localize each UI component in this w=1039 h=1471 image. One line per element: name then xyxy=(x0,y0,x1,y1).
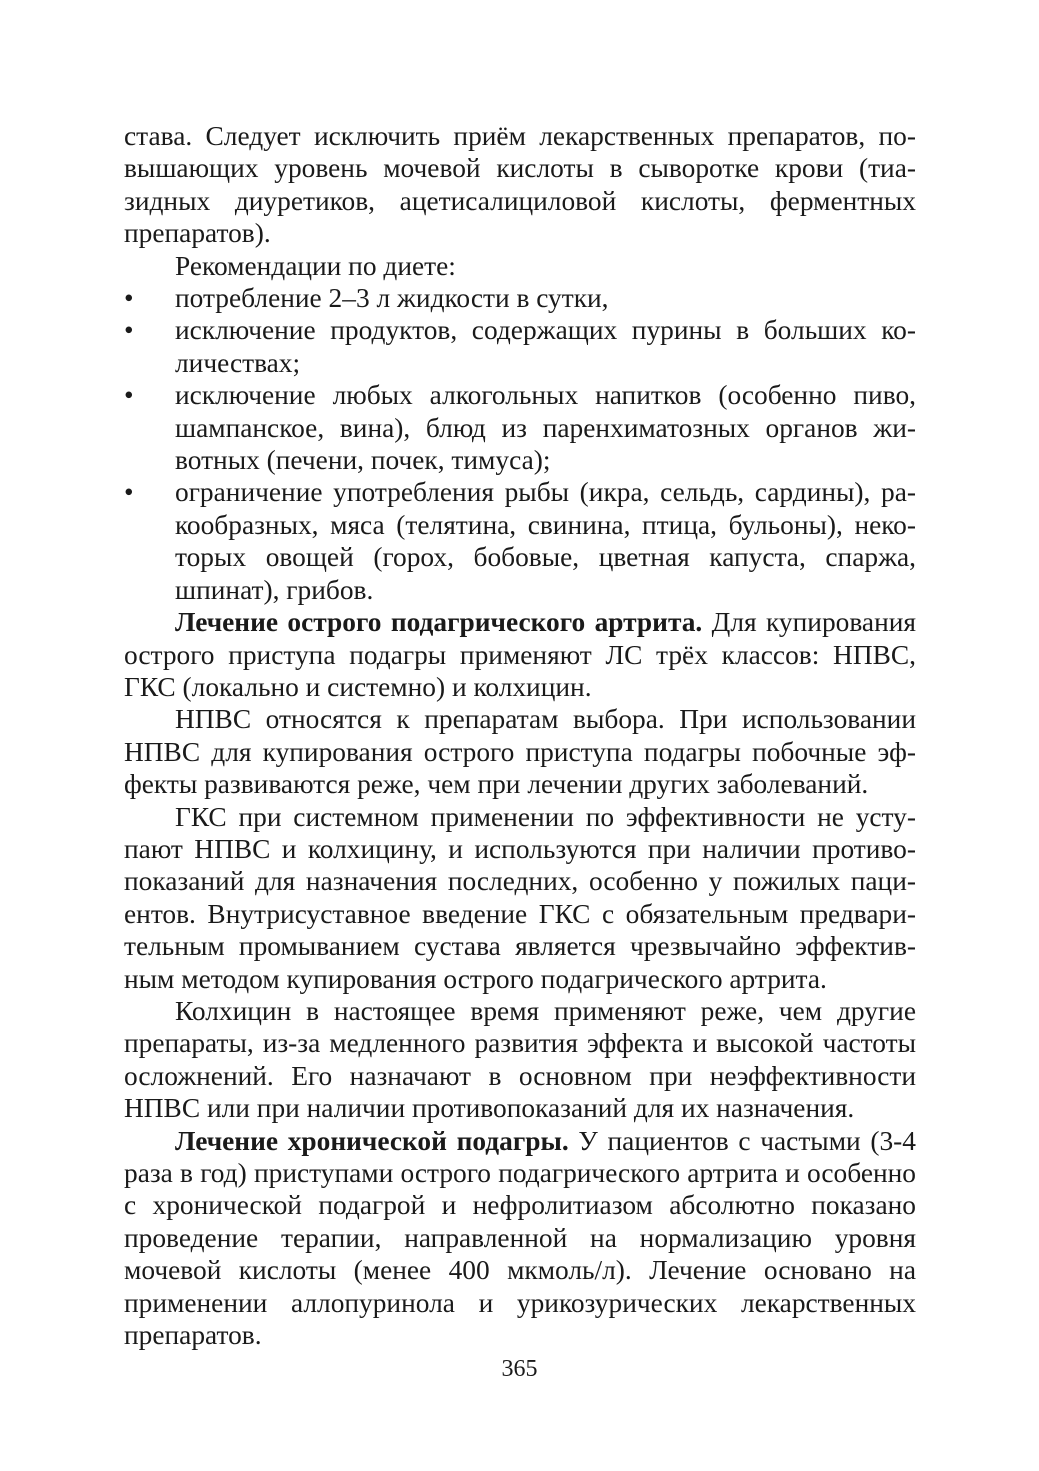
section-heading-chronic: Лечение хронической подагры. xyxy=(175,1125,569,1156)
list-item-text: исключение любых алкогольных напитков (особенно пиво, шампанское, вина), блюд из паренхиматозных органов животных (печени, почек, тимуса); xyxy=(175,380,916,476)
paragraph-continuation: става. Следует исключить приём лекарственных препаратов, повышающих уровень мочевой кислоты в сыворотке крови (тиазидных диуретиков, ацетисалициловой кислоты, ферментных препаратов). xyxy=(124,121,916,249)
paragraph-diet-intro: Рекомендации по диете: xyxy=(175,250,456,281)
paragraph-chronic-gout xyxy=(124,1125,916,1352)
bullet-icon: • xyxy=(124,315,134,346)
list-item-text: потребление 2–3 л жидкости в сутки, xyxy=(175,283,609,314)
page-body xyxy=(124,120,916,1351)
bullet-icon: • xyxy=(124,283,134,314)
paragraph-colchicine: Колхицин в настоящее время применяют реже, чем другие препараты, из-за медленного развития эффекта и высокой частоты осложнений. Его назначают в основном при неэффективности НПВС или при наличии противопоказаний для их назначения. xyxy=(124,995,916,1124)
list-item xyxy=(124,314,916,379)
paragraph-acute-arthritis xyxy=(124,606,916,703)
list-item xyxy=(124,476,916,606)
paragraph-gcs: ГКС при системном применении по эффективности не уступают НПВС и колхицину, и используются при наличии противопоказаний для назначения последних, особенно у пожилых пациентов. Внутрисуставное введение ГКС с обязательным предварительным промыванием сустава является чрезвычайно эффективным методом купирования острого подагрического артрита. xyxy=(124,801,916,994)
page-number: 365 xyxy=(501,1356,538,1382)
list-item-text: исключение продуктов, содержащих пурины в больших количествах; xyxy=(175,315,916,378)
paragraph-nsaids: НПВС относятся к препаратам выбора. При использовании НПВС для купирования острого приступа подагры побочные эффекты развиваются реже, чем при лечении других заболеваний. xyxy=(124,704,916,800)
list-item-text: ограничение употребления рыбы (икра, сельдь, сардины), ракообразных, мяса (телятина, свинина, птица, бульоны), некоторых овощей (горох, бобовые, цветная капуста, спаржа, шпинат), грибов. xyxy=(175,477,916,605)
list-item xyxy=(124,282,916,314)
paragraph-text: Для купирования острого приступа подагры применяют ЛС трёх классов: НПВС, ГКС (локально и системно) и колхицин. xyxy=(124,607,916,702)
list-item xyxy=(124,379,916,476)
bullet-icon: • xyxy=(124,380,134,411)
paragraph-text: У пациентов с частыми (3-4 раза в год) приступами острого подагрического артрита и особенно с хронической подагрой и нефролитиазом абсолютно показано проведение терапии, направленной на нормализацию уровня мочевой кислоты (менее 400 мкмоль/л). Лечение основано на применении аллопуринола и урикозурических лекарственных препаратов. xyxy=(124,1125,917,1351)
section-heading-acute: Лечение острого подагрического артрита. xyxy=(175,607,703,638)
diet-list xyxy=(124,282,916,606)
bullet-icon: • xyxy=(124,477,134,508)
